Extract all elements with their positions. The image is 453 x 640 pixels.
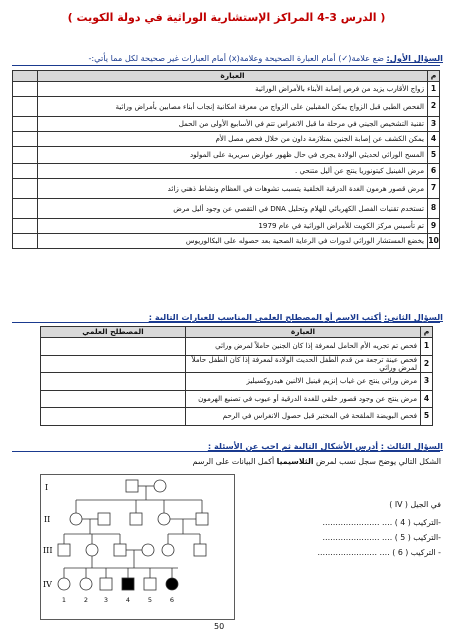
q1-row-statement: تقنية التشخيص الجيني في مرحلة ما قبل الانغراس تتم في الأسابيع الأولى من الحمل — [38, 117, 428, 132]
q1-answer-cell[interactable] — [13, 234, 38, 249]
gen4-individual-5 — [144, 578, 156, 590]
q2-row-statement: مرض وراثي ينتج عن غياب إنزيم فينيل الالنين هيدروكسيليز — [186, 373, 421, 391]
q1-answer-cell[interactable] — [13, 97, 38, 117]
gen4-number-1: 1 — [61, 596, 67, 604]
q3-label: السؤال الثالث : — [380, 441, 443, 451]
q1-row-number: 7 — [428, 179, 440, 199]
q2-row-number: 5 — [421, 408, 433, 426]
gen4-number-3: 3 — [103, 596, 109, 604]
q2-label: السؤال الثاني: — [383, 312, 443, 322]
q1-row — [13, 219, 440, 234]
gen1-male — [126, 480, 138, 492]
q1-row-number: 9 — [428, 219, 440, 234]
pedigree-generation-1 — [76, 480, 202, 500]
q1-heading — [88, 53, 443, 63]
q2-header-text: العبارة — [186, 327, 421, 338]
q1-row-statement: زواج الأقارب يزيد من فرص إصابة الأبناء بالأمراض الوراثية — [38, 82, 428, 97]
q2-table — [40, 326, 433, 426]
gen4-individual-4-affected — [122, 578, 134, 590]
q2-row-number: 1 — [421, 338, 433, 356]
q1-row-number: 1 — [428, 82, 440, 97]
q1-label: السؤال الأول: — [386, 53, 443, 63]
gen2-male-2 — [130, 513, 142, 525]
q2-answer-cell[interactable] — [41, 373, 186, 391]
q1-row-statement: تم تأسيس مركز الكويت للأمراض الوراثية في عام 1979 — [38, 219, 428, 234]
q3-intro-disease: الثلاسيميا — [276, 457, 314, 466]
pedigree-chart — [40, 474, 235, 620]
q1-row-number: 10 — [428, 234, 440, 249]
gen2-female-3 — [158, 513, 170, 525]
q2-row — [41, 355, 433, 373]
gen2-male-spouse — [98, 513, 110, 525]
gen3-female-2 — [86, 544, 98, 556]
q2-header-term: المصطلح العلمي — [41, 327, 186, 338]
q2-answer-cell[interactable] — [41, 355, 186, 373]
q2-answer-cell[interactable] — [41, 390, 186, 408]
q1-row-number: 8 — [428, 199, 440, 219]
q1-row — [13, 132, 440, 147]
q1-row-statement: المسح الوراثي لحديثي الولادة يجرى في حال ظهور عوارض سريرية على المولود — [38, 147, 428, 164]
q1-answer-cell[interactable] — [13, 199, 38, 219]
q2-row — [41, 373, 433, 391]
gen2-female-1 — [70, 513, 82, 525]
pedigree-generation-4 — [58, 568, 178, 590]
q1-answer-cell[interactable] — [13, 164, 38, 179]
q2-row-statement: فحص تم تجريه الأم الحامل لمعرفة إذا كان الجنين حاملاً لمرض وراثي — [186, 338, 421, 356]
q1-row — [13, 179, 440, 199]
generation-label-2: II — [44, 515, 51, 524]
gen3-male-5 — [194, 544, 206, 556]
q1-row-statement: يمكن الكشف عن إصابة الجنين بمتلازمة داون من خلال فحص مصل الأم — [38, 132, 428, 147]
q1-row-number: 6 — [428, 164, 440, 179]
q3-divider — [12, 451, 440, 452]
q2-answer-cell[interactable] — [41, 338, 186, 356]
q3-intro-prefix: الشكل التالي يوضح سجل نسب لمرض — [316, 457, 441, 466]
gen4-number-6: 6 — [169, 596, 175, 604]
q1-header-answer — [13, 71, 38, 82]
page-number: 50 — [214, 622, 225, 631]
q3-heading — [208, 441, 443, 451]
q1-divider — [12, 65, 440, 66]
q1-row — [13, 82, 440, 97]
gen4-individual-3 — [100, 578, 112, 590]
generation-label-1: I — [45, 483, 49, 492]
q2-row — [41, 390, 433, 408]
q2-row — [41, 408, 433, 426]
q1-row-number: 3 — [428, 117, 440, 132]
gen4-numbers — [62, 596, 174, 604]
q1-row — [13, 234, 440, 249]
q1-row-statement: تستخدم تقنيات الفصل الكهربائي للهلام وتحليل DNA في التقصي عن وجود أليل مرض — [38, 199, 428, 219]
q2-row-statement: فحص البويضة الملقحة في المختبر قبل حصول الانغراس في الرحم — [186, 408, 421, 426]
q2-row-statement: مرض ينتج عن وجود قصور خلقي للغدة الدرقية أو عيوب في تصنيع الهرمون — [186, 390, 421, 408]
q2-row — [41, 338, 433, 356]
q1-row-statement: الفحص الطبي قبل الزواج يمكن المقبلين على الزواج من معرفة امكانية إنجاب أبناء مصابين بأمراض وراثية — [38, 97, 428, 117]
q2-row-number: 3 — [421, 373, 433, 391]
gen1-female — [154, 480, 166, 492]
lesson-title: ( الدرس 3-4 المراكز الإستشارية الوراثية في دولة الكويت ) — [67, 11, 386, 24]
q2-row-statement: فحص عينة ترجعة من قدم الطفل الحديث الولادة لمعرفة إذا كان الطفل حاملاً لمرض وراثي — [186, 355, 421, 373]
q3-intro-suffix: أكمل البيانات على الرسم — [192, 457, 275, 466]
q1-row-number: 5 — [428, 147, 440, 164]
q1-answer-cell[interactable] — [13, 147, 38, 164]
q2-divider — [12, 322, 440, 323]
gen4-individual-1 — [58, 578, 70, 590]
q3-intro — [193, 457, 441, 466]
gen4-individual-2 — [80, 578, 92, 590]
q2-answer-cell[interactable] — [41, 408, 186, 426]
gen4-number-4: 4 — [125, 596, 131, 604]
q1-header-num: م — [428, 71, 440, 82]
q1-header-text: العبارة — [38, 71, 428, 82]
q1-answer-cell[interactable] — [13, 132, 38, 147]
q1-table — [12, 70, 440, 249]
gen4-number-2: 2 — [83, 596, 89, 604]
gen3-female-4 — [162, 544, 174, 556]
q1-answer-cell[interactable] — [13, 179, 38, 199]
q2-row-number: 4 — [421, 390, 433, 408]
pedigree-generation-3 — [58, 534, 206, 568]
q2-heading — [149, 312, 443, 322]
q1-row — [13, 147, 440, 164]
q1-answer-cell[interactable] — [13, 117, 38, 132]
q1-row — [13, 97, 440, 117]
q1-row — [13, 117, 440, 132]
q3-instruction: أدرس الأشكال التالية ثم اجب عن الأسئلة : — [207, 441, 379, 451]
q2-instruction: أكتب الاسم أو المصطلح العلمي المناسب للعبارات التالية : — [148, 312, 382, 322]
gen3-female-spouse — [142, 544, 154, 556]
pedigree-generation-2 — [64, 500, 208, 534]
q1-instruction: ضع علامة(✓) أمام العبارة الصحيحة وعلامة(x) أمام العبارات غير صحيحة لكل مما يأتي:- — [88, 53, 384, 63]
q1-row-number: 2 — [428, 97, 440, 117]
q2-row-number: 2 — [421, 355, 433, 373]
q1-row-number: 4 — [428, 132, 440, 147]
q1-row — [13, 164, 440, 179]
gen4-individual-6-affected — [166, 578, 178, 590]
q1-answer-cell[interactable] — [13, 219, 38, 234]
generation-label-4: IV — [43, 580, 52, 589]
q3-line-structure-5: -التركيب ( 5 ) …. …………………. — [322, 533, 441, 542]
q1-row — [13, 199, 440, 219]
gen3-male-3 — [114, 544, 126, 556]
gen2-male-4 — [196, 513, 208, 525]
q1-row-statement: مرض قصور هرمون الغدة الدرقية الخلقية يتسبب تشوهات في العظام ونشاط ذهني زائد — [38, 179, 428, 199]
gen3-male-1 — [58, 544, 70, 556]
q3-line-structure-4: -التركيب ( 4 ) …. …………………. — [322, 518, 441, 527]
q1-answer-cell[interactable] — [13, 82, 38, 97]
generation-label-3: III — [43, 546, 53, 555]
q1-row-statement: مرض الفينيل كيتونوريا ينتج عن أليل متنحي . — [38, 164, 428, 179]
q1-row-statement: يخضع المستشار الوراثي لدورات في الرعاية الصحية بعد حصوله على البكالوريوس — [38, 234, 428, 249]
q2-header-num: م — [421, 327, 433, 338]
q3-line-structure-6: - التركيب ( 6 ) …. ………………….. — [317, 548, 441, 557]
q3-line-generation: في الجيل ( IV ) — [389, 500, 441, 509]
gen4-number-5: 5 — [147, 596, 153, 604]
